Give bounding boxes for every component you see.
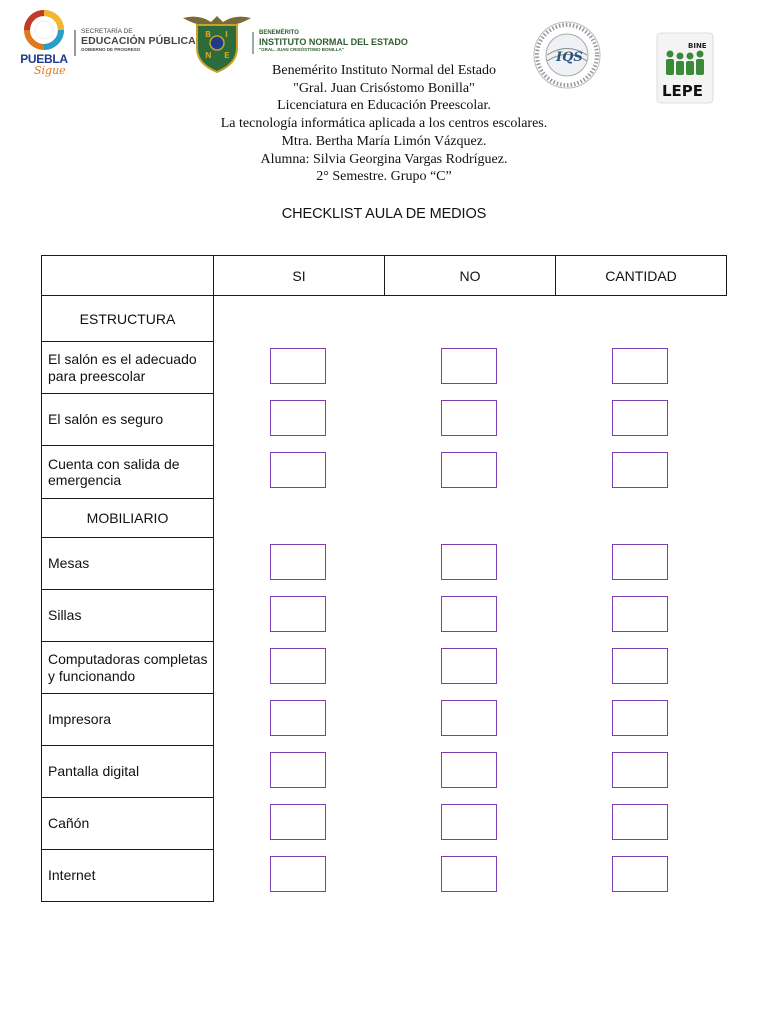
checkbox-no[interactable] [441,596,497,632]
header-student: Alumna: Silvia Georgina Vargas Rodríguez. [260,151,508,167]
header-institution-name: "Gral. Juan Crisóstomo Bonilla" [293,80,475,96]
row-label: Internet [41,849,214,902]
checkbox-no[interactable] [441,700,497,736]
sep-gobierno: GOBIERNO DE PROGRESO [81,47,141,52]
checkbox-no[interactable] [441,452,497,488]
bine-logo-text [259,30,408,53]
header-empty-cell [41,255,214,296]
checkbox-no[interactable] [441,752,497,788]
iqs-label: IQS [556,50,583,65]
header-teacher: Mtra. Bertha María Limón Vázquez. [281,133,487,149]
lepe-label: LEPE [662,82,704,100]
checkbox-cantidad[interactable] [612,544,668,580]
checkbox-cantidad[interactable] [612,648,668,684]
checkbox-no[interactable] [441,856,497,892]
checkbox-cantidad[interactable] [612,856,668,892]
checkbox-cantidad[interactable] [612,400,668,436]
shield-letter-e: E [224,51,230,60]
section-mobiliario: MOBILIARIO [41,498,214,538]
header-degree: Licenciatura en Educación Preescolar. [277,98,491,114]
checkbox-no[interactable] [441,544,497,580]
shield-letter-b: B [205,30,212,39]
checkbox-no[interactable] [441,348,497,384]
checkbox-si[interactable] [270,700,326,736]
page-title: CHECKLIST AULA DE MEDIOS [281,206,487,222]
row-label: El salón es seguro [41,393,214,446]
section-estructura: ESTRUCTURA [41,295,214,342]
checkbox-si[interactable] [270,544,326,580]
document-header [0,62,768,186]
row-label: Cañón [41,797,214,850]
logo-divider [252,32,254,54]
shield-letter-i: I [225,30,228,39]
row-label: Mesas [41,537,214,590]
sep-logo [81,28,196,53]
header-institution: Benemérito Instituto Normal del Estado [272,63,496,78]
checkbox-cantidad[interactable] [612,700,668,736]
checkbox-cantidad[interactable] [612,452,668,488]
lepe-bine-label: BINE [688,42,707,50]
row-label: Pantalla digital [41,745,214,798]
row-label: Sillas [41,589,214,642]
checkbox-si[interactable] [270,804,326,840]
row-label: Cuenta con salida de emergencia [41,445,214,499]
column-header-si: SI [213,255,385,296]
row-label: Computadoras completas y funcionando [41,641,214,694]
checkbox-si[interactable] [270,752,326,788]
bine-name: INSTITUTO NORMAL DEL ESTADO [259,37,408,47]
puebla-label: PUEBLA [20,52,68,66]
checkbox-no[interactable] [441,400,497,436]
bine-subtitle: "GRAL. JUAN CRISÓSTOMO BONILLA" [259,47,344,52]
checkbox-cantidad[interactable] [612,804,668,840]
checkbox-si[interactable] [270,596,326,632]
checkbox-si[interactable] [270,648,326,684]
header-group: 2° Semestre. Grupo “C” [316,169,452,185]
sep-name: EDUCACIÓN PÚBLICA [81,35,196,47]
bine-benemerito: BENEMÉRITO [259,30,299,36]
puebla-tagline: Sigue [34,64,66,77]
column-header-cantidad: CANTIDAD [555,255,727,296]
checkbox-no[interactable] [441,804,497,840]
checkbox-si[interactable] [270,856,326,892]
row-label: El salón es el adecuado para preescolar [41,341,214,394]
logo-divider [74,30,76,56]
checkbox-si[interactable] [270,400,326,436]
checkbox-si[interactable] [270,452,326,488]
header-course: La tecnología informática aplicada a los centros escolares. [220,116,548,132]
sep-secretaria: SECRETARÍA DE [81,28,133,35]
checkbox-cantidad[interactable] [612,752,668,788]
puebla-circle-icon [18,6,70,54]
checkbox-cantidad[interactable] [612,348,668,384]
checkbox-si[interactable] [270,348,326,384]
checkbox-cantidad[interactable] [612,596,668,632]
shield-letter-n: N [205,51,212,60]
row-label: Impresora [41,693,214,746]
column-header-no: NO [384,255,556,296]
checkbox-no[interactable] [441,648,497,684]
